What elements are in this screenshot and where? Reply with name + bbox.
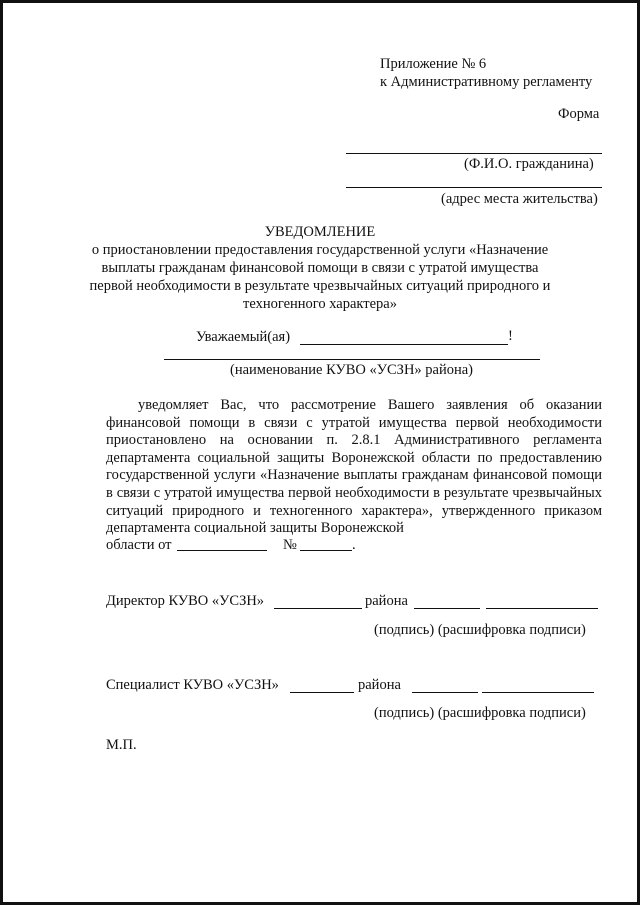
page-border-left [0,0,3,905]
title-line-2: выплаты гражданам финансовой помощи в связи с утратой имущества [101,260,539,276]
order-number-sign: № [283,537,297,553]
specialist-name-underline [482,692,594,693]
specialist-rayon: района [358,677,401,693]
fio-caption: (Ф.И.О. гражданина) [464,156,594,172]
stamp-place: М.П. [106,737,137,753]
document-title: УВЕДОМЛЕНИЕ [264,224,376,240]
page-border-top [0,0,640,3]
order-date-prefix: области от [106,537,172,553]
order-period: . [352,537,356,553]
title-line-1: о приостановлении предоставления государственной услуги «Назначение [91,242,549,258]
org-name-caption: (наименование КУВО «УСЗН» района) [230,362,474,378]
specialist-label: Специалист КУВО «УСЗН» [106,677,279,693]
org-name-underline [164,359,540,360]
address-caption: (адрес места жительства) [441,191,598,207]
order-date-underline [177,550,267,551]
greeting-exclamation: ! [508,328,513,344]
form-label: Форма [558,106,600,122]
recipient-name-underline [300,344,508,345]
fio-underline [346,153,602,154]
notice-paragraph: уведомляет Вас, что рассмотрение Вашего заявления об оказании финансовой помощи в связи с утратой имущества первой необходимости приостановлено на основании п. 2.8.1 Административного регламента департамента социальной защиты Воронежской области по предоставлению государственной услуги «Назначение выплаты гражданам финансовой помощи в связи с утратой имущества первой необходимости в результате чрезвычайных ситуаций природного и техногенного характера», утвержденного приказом департамента социальной защиты Воронежской [106,397,602,537]
director-label: Директор КУВО «УСЗН» [106,593,265,609]
title-line-4: техногенного характера» [242,296,397,312]
director-name-underline [486,608,598,609]
specialist-signature-caption: (подпись) (расшифровка подписи) [374,705,586,721]
notice-body [106,397,602,538]
director-signature-caption: (подпись) (расшифровка подписи) [374,622,586,638]
specialist-signature-underline [412,692,478,693]
director-signature-underline [414,608,480,609]
address-underline [346,187,602,188]
specialist-rayon-underline [290,692,354,693]
greeting-text: Уважаемый(ая) [196,329,291,345]
regulation-reference: к Административному регламенту [380,74,593,90]
director-rayon-underline [274,608,362,609]
order-number-underline [300,550,352,551]
appendix-number: Приложение № 6 [380,56,487,72]
director-rayon: района [365,593,408,609]
title-line-3: первой необходимости в результате чрезвычайных ситуаций природного и [89,278,551,294]
